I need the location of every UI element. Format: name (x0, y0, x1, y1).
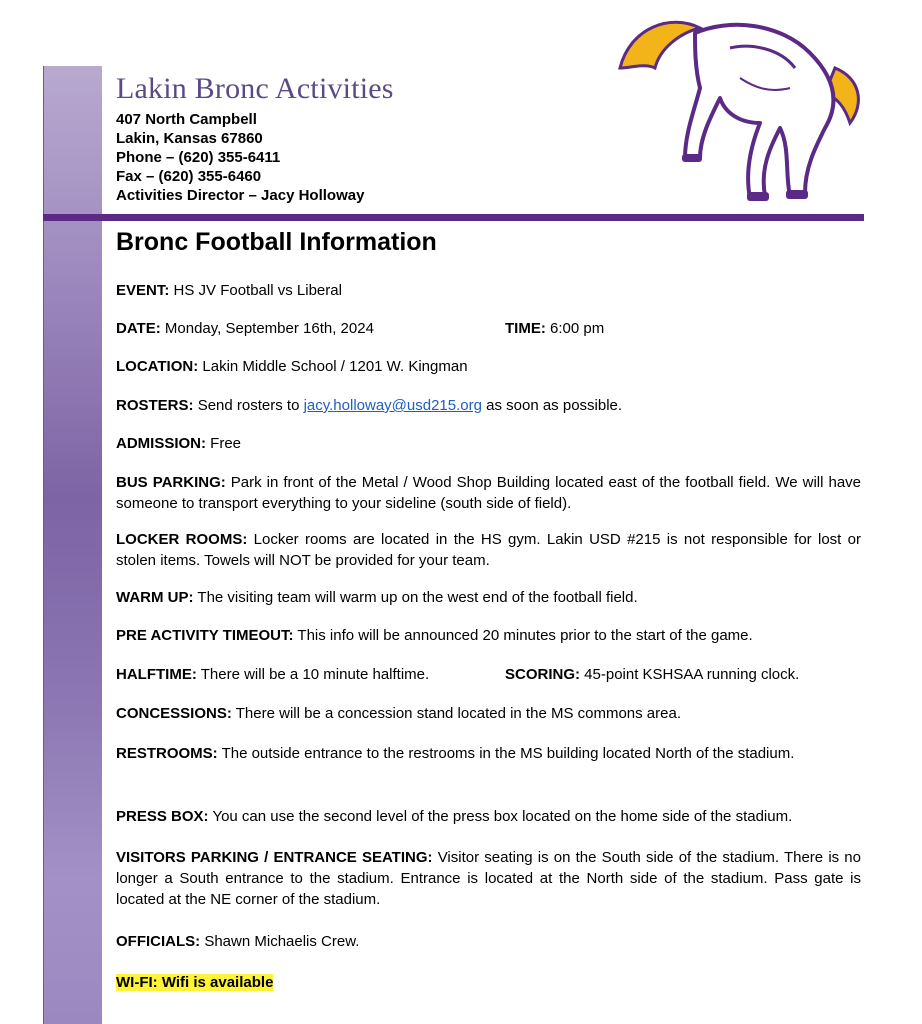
time-value: 6:00 pm (550, 320, 605, 337)
event-row (116, 280, 861, 301)
admission-row (116, 433, 861, 454)
wifi-label: WI-FI: (116, 974, 158, 991)
concessions-label: CONCESSIONS: (116, 705, 232, 722)
warm-up-label: WARM UP: (116, 589, 194, 606)
restrooms-value: The outside entrance to the restrooms in the MS building located North of the stadium. (221, 745, 795, 762)
pre-activity-value: This info will be announced 20 minutes prior to the start of the game. (297, 627, 753, 644)
rosters-text-after: as soon as possible. (486, 397, 623, 414)
officials-row (116, 931, 861, 952)
restrooms-label: RESTROOMS: (116, 745, 218, 762)
event-label: EVENT: (116, 282, 170, 299)
halftime-value: There will be a 10 minute halftime. (200, 666, 430, 683)
location-label: LOCATION: (116, 358, 199, 375)
locker-rooms-row (116, 529, 861, 571)
bronco-horse-icon (600, 8, 870, 204)
date-row (116, 318, 861, 339)
concessions-value: There will be a concession stand located in the MS commons area. (235, 705, 681, 722)
event-value: HS JV Football vs Liberal (173, 282, 342, 299)
visitors-parking-row (116, 847, 861, 910)
locker-rooms-label: LOCKER ROOMS: (116, 531, 248, 548)
visitors-parking-label: VISITORS PARKING / ENTRANCE SEATING: (116, 849, 433, 866)
director-line: Activities Director – Jacy Holloway (116, 187, 365, 204)
rosters-label: ROSTERS: (116, 397, 194, 414)
warm-up-row (116, 587, 861, 608)
press-box-value: You can use the second level of the press box located on the home side of the stadium. (212, 808, 793, 825)
scoring-label: SCORING: (505, 666, 580, 683)
fax-line: Fax – (620) 355-6460 (116, 168, 262, 185)
wifi-value: Wifi is available (161, 974, 274, 991)
officials-label: OFFICIALS: (116, 933, 201, 950)
wifi-highlight (116, 974, 273, 991)
rosters-text: Send rosters to (197, 397, 300, 414)
location-row (116, 356, 861, 377)
time-row (505, 318, 604, 339)
wifi-row (116, 972, 861, 993)
pre-activity-label: PRE ACTIVITY TIMEOUT: (116, 627, 294, 644)
date-label: DATE: (116, 320, 161, 337)
scoring-value: 45-point KSHSAA running clock. (584, 666, 800, 683)
date-value: Monday, September 16th, 2024 (164, 320, 374, 337)
org-title: Lakin Bronc Activities (116, 72, 394, 105)
visitors-parking-value: Visitor seating is on the South side of the stadium. There is no longer a South entrance to the stadium. Entrance is located at the North side of the stadium. Pass gate is located at the NE corner of the stadium. (116, 849, 861, 908)
bus-parking-label: BUS PARKING: (116, 474, 226, 491)
header-divider (43, 214, 864, 221)
locker-rooms-value: Locker rooms are located in the HS gym. Lakin USD #215 is not responsible for lost or stolen items. Towels will NOT be provided for your team. (116, 531, 861, 569)
concessions-row (116, 703, 861, 724)
bus-parking-value: Park in front of the Metal / Wood Shop Building located east of the football field. We will have someone to transport everything to your sideline (south side of field). (116, 474, 862, 512)
address-line: 407 North Campbell (116, 111, 257, 128)
restrooms-row (116, 743, 861, 764)
city-line: Lakin, Kansas 67860 (116, 130, 263, 147)
admission-label: ADMISSION: (116, 435, 206, 452)
location-value: Lakin Middle School / 1201 W. Kingman (202, 358, 468, 375)
press-box-label: PRESS BOX: (116, 808, 209, 825)
roster-email-link[interactable]: jacy.holloway@usd215.org (303, 397, 482, 414)
halftime-label: HALFTIME: (116, 666, 197, 683)
admission-value: Free (210, 435, 242, 452)
pre-activity-row (116, 625, 861, 646)
time-label: TIME: (505, 320, 546, 337)
bus-parking-row (116, 472, 861, 514)
document-title: Bronc Football Information (116, 228, 437, 256)
press-box-row (116, 806, 861, 827)
side-accent-bar (43, 66, 102, 1024)
rosters-row (116, 395, 861, 416)
warm-up-value: The visiting team will warm up on the west end of the football field. (197, 589, 638, 606)
officials-value: Shawn Michaelis Crew. (204, 933, 360, 950)
phone-line: Phone – (620) 355-6411 (116, 149, 281, 166)
scoring-row (505, 664, 799, 685)
